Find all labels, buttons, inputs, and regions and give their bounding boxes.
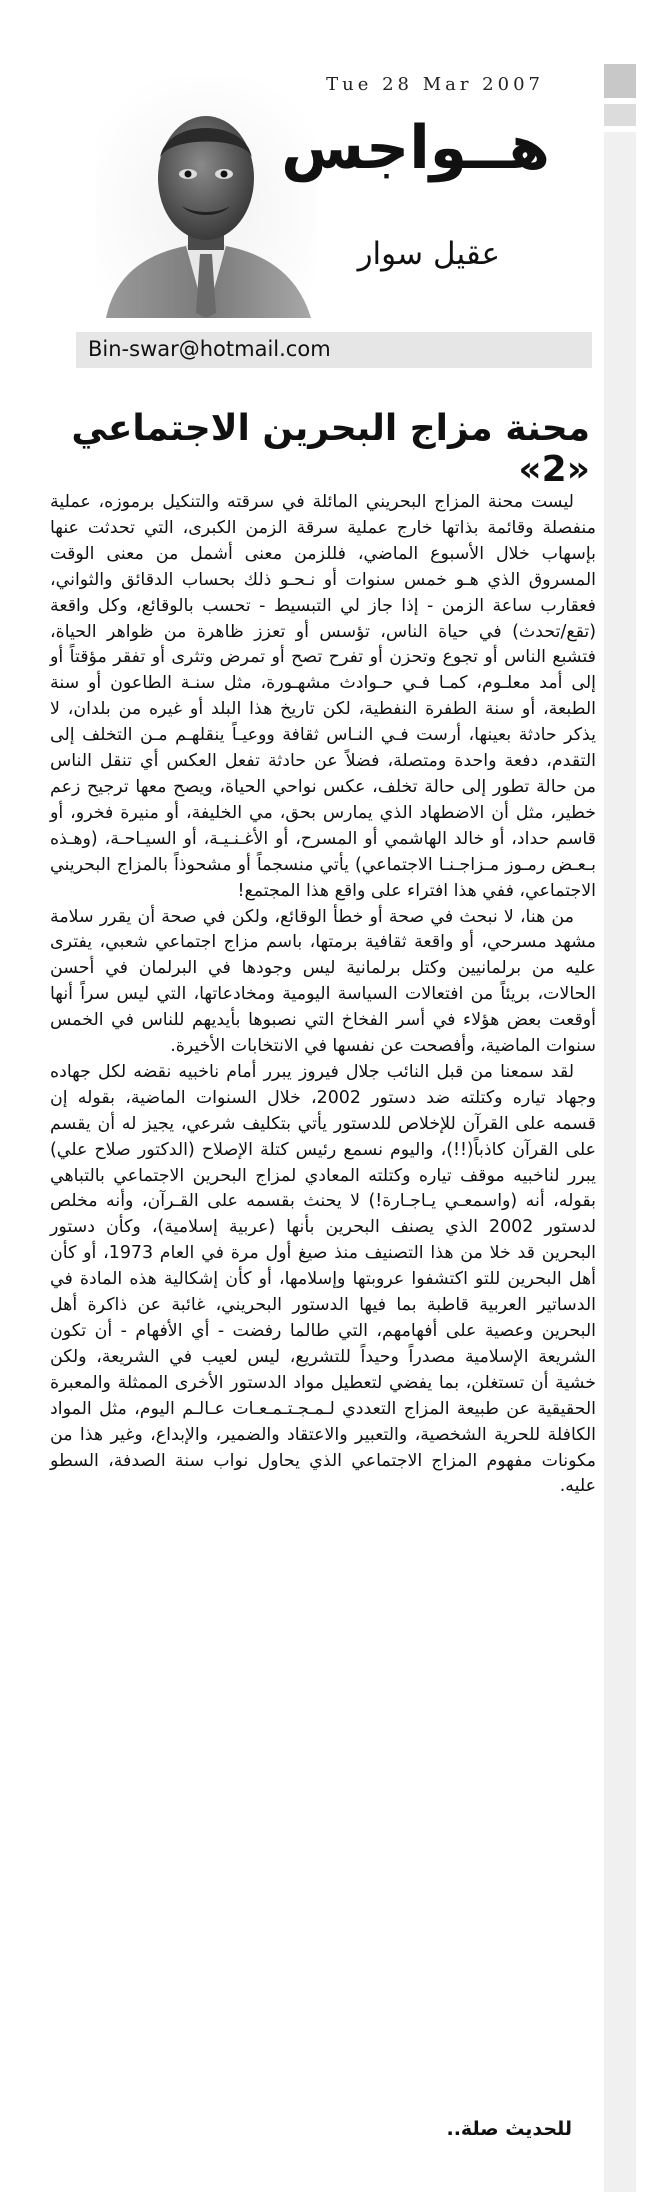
scrollbar-track[interactable]	[604, 132, 636, 2192]
column-title: هــواجس	[281, 113, 550, 183]
paragraph-1: ليست محنة المزاج البحريني المائلة في سرقته والتنكيل برموزه، عملية منفصلة وقائمة بذاتها خارج عملية سرقة الزمن الكبرى، التي تحدثت عنها بإسهاب خلال الأسبوع الماضي، فللزمن معنى أشمل من معنى الوقت المسروق الذي هـو خمس سنوات أو نـحـو ذلك بحساب الدقائق والثواني، فعقارب ساعة الزمن - إذا جاز لي التبسيط - تحسب بالوقائع، وكل واقعة (تقع/تحدث) في حياة الناس، تؤسس أو تعزز ظاهرة من ظواهر الحياة، فتشبع الناس أو تجوع وتحزن أو تفرح تصح أو تمرض وتثرى أو تفقر مؤقتاً أو إلى أمد معلـوم، كمـا فـي حـوادث مشهـورة، مثل سنـة الطاعون أو سنة الطبعة، أو سنة الطفرة النفطية، لكن تاريخ هذا البلد أو غيره من بلدان، لا يذكر حادثة بعينها، أرست فـي النـاس ثقافة ووعيـاً ينقلهـم مـن التخلف إلى التقدم، دفعة واحدة ومتصلة، فضلاً عن حادثة تفعل العكس أي تنقل الناس من حالة تطور إلى حالة تخلف، عكس نواحي الحياة، ويصح معها ترجيح زعم خطير، مثل أن الاضطهاد الذي يمارس بحق، مي الخليفة، أو منيرة فخرو، أو قاسم حداد، أو خالد الهاشمي أو المسرح، أو الأغـنـيـة، أو السيـاحـة، (وهـذه بـعـض رمـوز مـزاجـنـا الاجتماعي) يأتي منسجماً أو مشحوذاً بالمزاج البحريني الاجتماعي، ففي هذا افتراء على واقع هذا المجتمع!	[50, 492, 596, 901]
article-headline: محنة مزاج البحرين الاجتماعي «2»	[71, 408, 590, 490]
scrollbar-tab-mid[interactable]	[604, 104, 636, 126]
paragraph-3: لقد سمعنا من قبل النائب جلال فيروز يبرر أمام ناخبيه نقضه لكل جهاده وجهاد تياره وكتلته ضد دستور 2002، خلال السنوات الماضية، بقوله إن قسمه على القرآن للإخلاص للدستور يأتي بتكليف شرعي، يجيز له أن يقسم على القرآن كاذباً(!!)، واليوم نسمع رئيس كتلة الإصلاح (الدكتور صلاح علي) يبرر لناخبيه موقف تياره وكتلته المعادي لمزاج البحرين الاجتماعي بالتباهي بقوله، أنه (واسمعـي يـاجـارة!) لا يحنث بقسمه على القـرآن، وأنه مخلص لدستور 2002 الذي يصنف البحرين بأنها (عربية إسلامية)، وكأن دستور البحرين قد خلا من هذا التصنيف منذ صيغ أول مرة في العام 1973، أو كأن أهل البحرين للتو اكتشفوا عروبتها وإسلامها، أو كأن إشكالية هذه المادة في الدساتير العربية قاطبة بما فيها الدستور البحريني، غائبة عن ذاكرة أهل البحرين وعصية على أفهامهم، التي طالما رفضت - أي الأفهام - أن تكون الشريعة الإسلامية مصدراً وحيداً للتشريع، ليس لعيب في الشريعة، ولكن خشية أن تستغلن، بما يفضي لتعطيل مواد الدستور الأخرى الممثلة والمعبرة الحقيقية عن طبيعة المزاج التعددي لـمـجـتـمـعـات عـالـم اليوم، مثل المواد الكافلة للحرية الشخصية، والتعبير والاعتقاد والضمير، والإبداع، وغير هذا من مكونات مفهوم المزاج الاجتماعي الذي يحاول نواب سنة الصدفة، السطو عليه.	[50, 1061, 597, 1497]
to-be-continued: للحديث صلة..	[446, 2118, 572, 2140]
publication-date: Tue 28 Mar 2007	[326, 74, 544, 95]
author-email[interactable]: Bin-swar@hotmail.com	[88, 337, 331, 361]
author-name: عقيل سوار	[357, 236, 500, 272]
scrollbar-tab-top[interactable]	[604, 64, 636, 98]
paragraph-2: من هنا، لا نبحث في صحة أو خطأ الوقائع، ولكن في صحة أن يقرر سلامة مشهد مسرحي، أو واقعة ثقافية برمتها، باسم مزاج اجتماعي شعبي، يفترى عليه من برلمانيين وكتل برلمانية ليس وجودها في البرلمان في أحسن الحالات، بريئاً من افتعالات السياسة اليومية ومخادعاتها، التي ليس سراً أنها أوقعت بعض هؤلاء في أسر الفخاخ التي نصبوها بأيديهم للناس في الخمس سنوات الماضية، وأفصحت عن نفسها في الانتخابات الأخيرة.	[50, 906, 596, 1057]
article-body	[50, 490, 596, 1500]
